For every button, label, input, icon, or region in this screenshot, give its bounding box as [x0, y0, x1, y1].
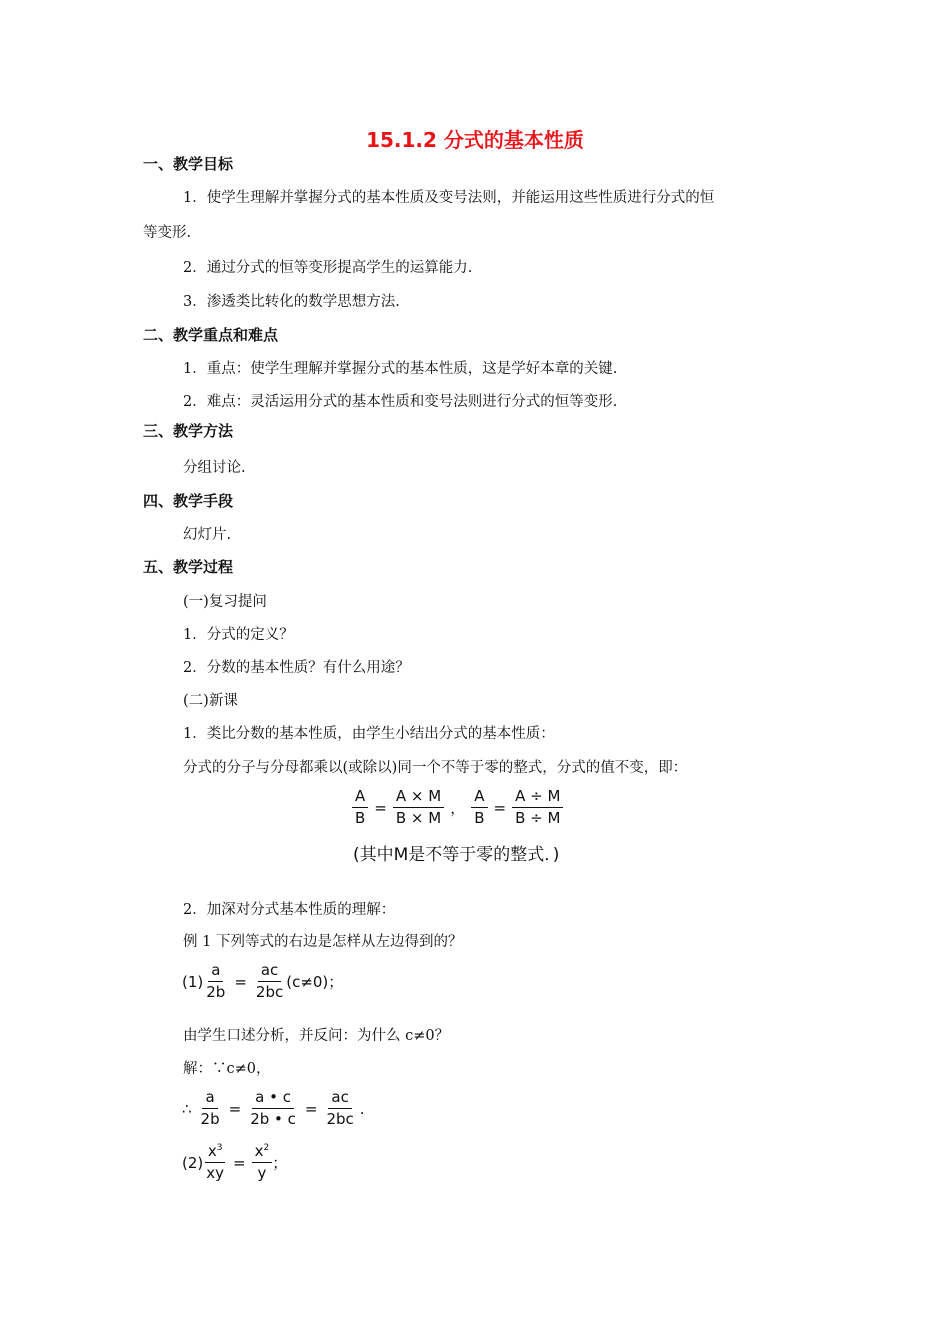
page-title: 15.1.2 分式的基本性质 [366, 128, 584, 152]
section-heading-means: 四、教学手段 [143, 492, 234, 510]
objective-2: 2．通过分式的恒等变形提高学生的运算能力. [183, 260, 473, 276]
fraction: $\frac{A \times M}{B \times M}$ [393, 788, 444, 828]
section-heading-key-points: 二、教学重点和难点 [143, 326, 279, 344]
new-lesson-point-2: 2．加深对分式基本性质的理解： [183, 902, 396, 918]
section-heading-objectives: 一、教学目标 [143, 155, 234, 173]
fraction: $\frac{A \div M}{B \div M}$ [512, 788, 563, 828]
objective-1-line-1: 1．使学生理解并掌握分式的基本性质及变号法则，并能运用这些性质进行分式的恒 [183, 190, 715, 206]
fraction: $\frac{A}{B}$ [352, 788, 368, 828]
section-heading-process: 五、教学过程 [143, 558, 234, 576]
example-1-prompt: 例 1 下列等式的右边是怎样从左边得到的？ [183, 934, 463, 950]
fraction: $\frac{x^3}{xy}$ [206, 1142, 225, 1183]
example-2-equation: (2) $\frac{x^3}{xy}$ = $\frac{x^2}{y}$ ； [182, 1142, 288, 1183]
property-statement: 分式的分子与分母都乘以(或除以)同一个不等于零的整式，分式的值不变，即： [183, 760, 688, 776]
fraction: $\frac{a • c}{2b • c}$ [250, 1088, 296, 1129]
section-heading-methods: 三、教学方法 [143, 422, 234, 440]
fraction: $\frac{x^2}{y}$ [252, 1143, 273, 1183]
key-point-1: 1．重点：使学生理解并掌握分式的基本性质，这是学好本章的关键. [183, 361, 618, 377]
fraction: $\frac{ac}{2bc}$ [326, 1088, 354, 1129]
example-1-equation: (1) $\frac{a}{2b}$ = $\frac{ac}{2bc}$ (c≠0)； [182, 961, 344, 1002]
new-lesson-point-1: 1．类比分数的基本性质，由学生小结出分式的基本性质： [183, 726, 555, 742]
fraction: $\frac{a}{2b}$ [200, 1088, 220, 1129]
key-point-2: 2．难点：灵活运用分式的基本性质和变号法则进行分式的恒等变形. [183, 394, 618, 410]
review-question-1: 1．分式的定义？ [183, 627, 294, 643]
solution-line: 解：∵c≠0， [183, 1061, 271, 1077]
methods-text: 分组讨论. [183, 460, 246, 476]
formula-note: (其中M是不等于零的整式．) [353, 845, 560, 865]
solution-derivation: ∴ $\frac{a}{2b}$ = $\frac{a • c}{2b • c}$ = $\frac{ac}{2bc}$ . [182, 1088, 365, 1129]
review-question-2: 2．分数的基本性质？有什么用途？ [183, 660, 410, 676]
basic-property-formula: $\frac{A}{B}$ = $\frac{A \times M}{B \times M}$ ， $\frac{A}{B}$ = $\frac{A \div M}{B \div M}$ [352, 788, 563, 828]
fraction: $\frac{A}{B}$ [471, 788, 487, 828]
analysis-text: 由学生口述分析，并反问：为什么 c≠0？ [183, 1028, 450, 1044]
objective-3: 3．渗透类比转化的数学思想方法. [183, 294, 400, 310]
fraction: $\frac{ac}{2bc}$ [255, 961, 284, 1002]
means-text: 幻灯片. [183, 527, 232, 543]
subsection-review: (一)复习提问 [183, 594, 267, 610]
objective-1-line-2: 等变形. [143, 225, 192, 241]
fraction: $\frac{a}{2b}$ [206, 961, 226, 1002]
subsection-new-lesson: (二)新课 [183, 693, 238, 709]
